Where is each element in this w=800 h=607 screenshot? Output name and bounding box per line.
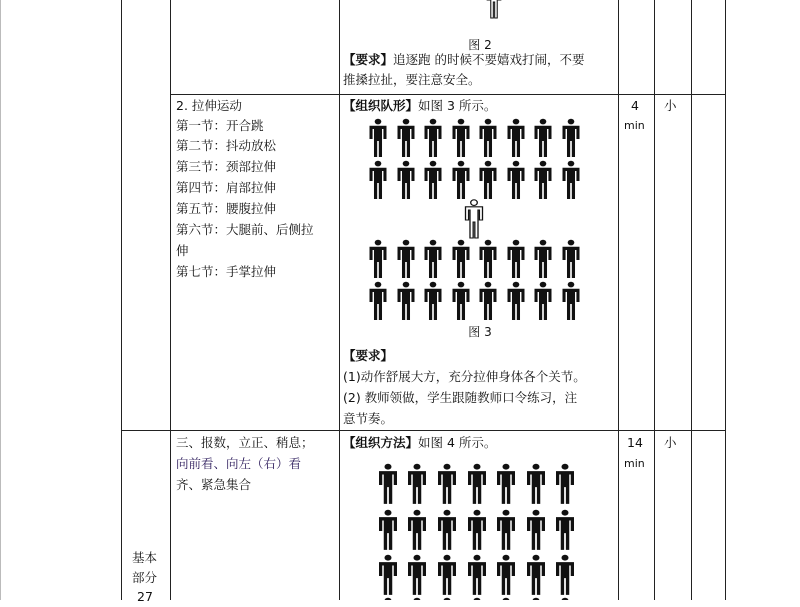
row2-requirement-2: (2) 教师领做，学生跟随教师口令练习，注 [343, 390, 578, 405]
figure-4-formation [379, 464, 574, 600]
row2-item-1: 第一节：开合跳 [176, 118, 264, 133]
student-figure-icon [508, 240, 525, 278]
student-figure-icon [425, 119, 442, 157]
student-figure-icon [468, 555, 486, 595]
row2-item-6: 第六节：大腿前、后侧拉 [176, 222, 314, 237]
student-figure-icon [370, 240, 387, 278]
student-figure-icon [535, 161, 552, 199]
student-figure-icon [527, 510, 545, 550]
student-figure-icon [556, 510, 574, 550]
row3-intensity: 小 [664, 435, 677, 450]
student-figure-icon [438, 464, 456, 504]
student-figure-icon [497, 464, 515, 504]
student-figure-icon [379, 464, 397, 504]
row3-title-line2: 向前看、向左（右）看 [176, 456, 302, 471]
student-figure-icon [563, 161, 580, 199]
student-figure-icon [398, 119, 415, 157]
student-figure-icon [408, 464, 426, 504]
student-figure-icon [408, 555, 426, 595]
student-figure-icon [535, 119, 552, 157]
student-figure-icon [497, 510, 515, 550]
section-label-line3: 27 [137, 589, 153, 604]
student-figure-icon [508, 161, 525, 199]
student-figure-icon [556, 464, 574, 504]
student-figure-icon [480, 240, 497, 278]
student-figure-icon [468, 510, 486, 550]
student-figure-icon [425, 240, 442, 278]
figure-2-caption: 图 2 [468, 38, 492, 52]
row2-org-label: 【组织队形】 [343, 98, 419, 113]
student-figure-icon [468, 464, 486, 504]
row2-requirement-3: 意节奏。 [343, 411, 394, 426]
figure-3-formation [370, 119, 580, 320]
teacher-figure-icon [487, 0, 501, 18]
student-figure-icon [480, 161, 497, 199]
row3-title-line1: 三、报数，立正、稍息； [176, 435, 314, 450]
student-figure-icon [370, 161, 387, 199]
student-figure-icon [438, 510, 456, 550]
student-figure-icon [563, 282, 580, 320]
row2-item-5: 第五节：腰腹拉伸 [176, 201, 277, 216]
student-figure-icon [425, 282, 442, 320]
student-figure-icon [535, 240, 552, 278]
student-figure-icon [398, 161, 415, 199]
row2-time-value: 4 [631, 98, 639, 113]
student-figure-icon [379, 510, 397, 550]
student-figure-icon [508, 119, 525, 157]
row2-item-3: 第三节：颈部拉伸 [176, 159, 277, 174]
row2-intensity: 小 [664, 98, 677, 113]
row2-requirement-label: 【要求】 [343, 348, 394, 363]
student-figure-icon [480, 282, 497, 320]
student-figure-icon [527, 555, 545, 595]
row3-org-label: 【组织方法】 [343, 435, 419, 450]
figure-2-teacher-icon [487, 0, 501, 18]
row2-item-6-cont: 伸 [176, 243, 189, 258]
section-label-line2: 部分 [132, 570, 158, 585]
student-figure-icon [453, 119, 470, 157]
figure-3-caption: 图 3 [468, 325, 492, 339]
row2-item-7: 第七节：手掌拉伸 [176, 264, 277, 279]
student-figure-icon [370, 282, 387, 320]
student-figure-icon [379, 555, 397, 595]
student-figure-icon [398, 282, 415, 320]
student-figure-icon [497, 555, 515, 595]
row2-time-unit: min [624, 119, 645, 132]
row3-time-value: 14 [627, 435, 643, 450]
student-figure-icon [563, 240, 580, 278]
row2-item-2: 第二节：抖动放松 [176, 138, 277, 153]
student-figure-icon [480, 119, 497, 157]
student-figure-icon [438, 555, 456, 595]
student-figure-icon [453, 240, 470, 278]
row2-item-4: 第四节：肩部拉伸 [176, 180, 277, 195]
student-figure-icon [398, 240, 415, 278]
student-figure-icon [535, 282, 552, 320]
student-figure-icon [563, 119, 580, 157]
student-figure-icon [527, 464, 545, 504]
row3-org-text: 如图 4 所示。 [418, 435, 497, 450]
row2-title: 2. 拉伸运动 [176, 98, 242, 113]
teacher-figure-icon [466, 200, 483, 238]
student-figure-icon [408, 510, 426, 550]
row2-org-text: 如图 3 所示。 [418, 98, 497, 113]
student-figure-icon [370, 119, 387, 157]
student-figure-icon [453, 282, 470, 320]
row1-requirement-line2: 推搡拉扯，要注意安全。 [343, 72, 481, 87]
section-label-line1: 基本 [132, 550, 158, 565]
student-figure-icon [453, 161, 470, 199]
row1-requirement-label: 【要求】 [343, 52, 394, 67]
row3-time-unit: min [624, 457, 645, 470]
row1-requirement-line1: 追逐跑 的时候不要嬉戏打闹，不要 [393, 52, 585, 67]
row2-requirement-1: (1)动作舒展大方，充分拉伸身体各个关节。 [343, 369, 586, 384]
student-figure-icon [556, 555, 574, 595]
row3-title-line3: 齐、紧急集合 [176, 477, 252, 492]
student-figure-icon [425, 161, 442, 199]
student-figure-icon [508, 282, 525, 320]
